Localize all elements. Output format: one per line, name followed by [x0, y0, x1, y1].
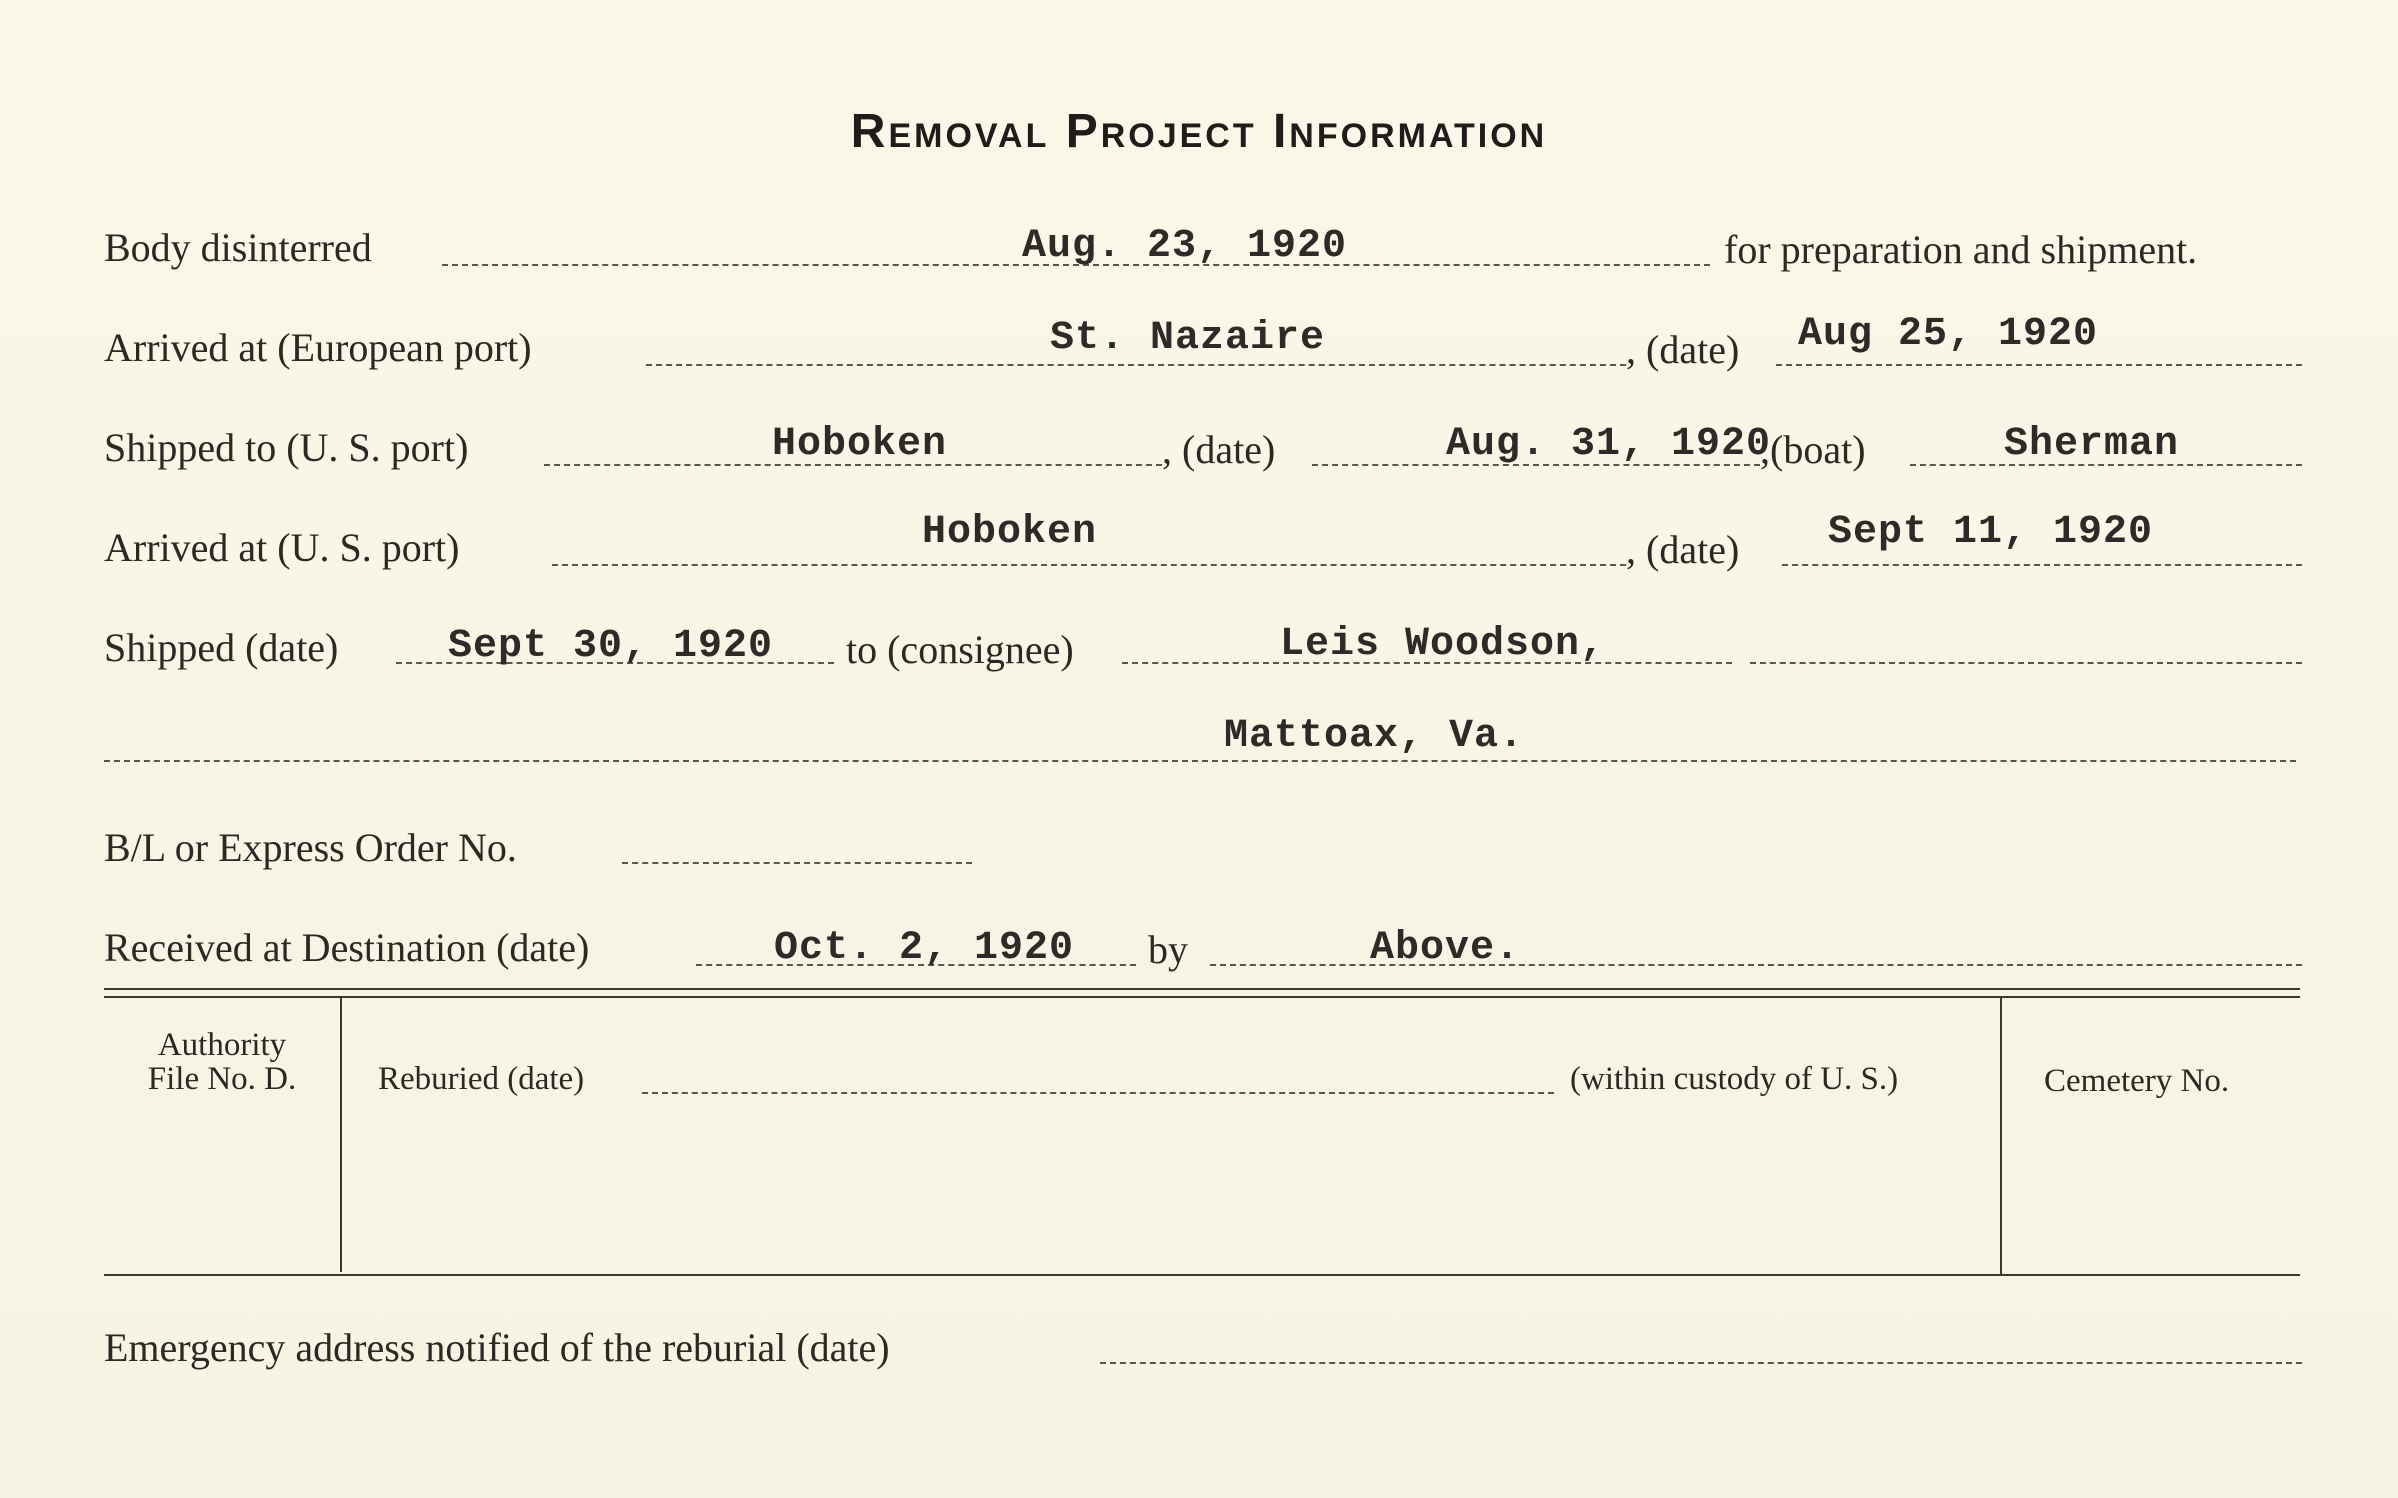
table-divider-right [2000, 998, 2002, 1276]
shipped-us-value[interactable]: Hoboken [772, 422, 948, 467]
shipped-us-boat-label: ,(boat) [1760, 427, 1866, 472]
table-top-rule-2 [104, 996, 2300, 998]
address-line [104, 760, 2296, 762]
consignee-label: to (consignee) [846, 627, 1074, 672]
arrived-us-label: Arrived at (U. S. port) [104, 525, 460, 570]
received-date-value[interactable]: Oct. 2, 1920 [774, 926, 1075, 971]
file-no-label: File No. D. [147, 1061, 297, 1097]
arrived-european-line [646, 364, 1626, 366]
arrived-european-date[interactable]: Aug 25, 1920 [1798, 312, 2099, 357]
shipped-date-label: Shipped (date) [104, 625, 339, 670]
arrived-european-date-label: , (date) [1626, 327, 1740, 372]
shipped-us-date-label: , (date) [1162, 427, 1276, 472]
shipped-date-value[interactable]: Sept 30, 1920 [448, 624, 774, 669]
table-bottom-rule [104, 1274, 2300, 1276]
form-title: Removal Project Information [850, 105, 1548, 158]
arrived-us-value[interactable]: Hoboken [922, 510, 1098, 555]
consignee-value[interactable]: Leis Woodson, [1280, 622, 1606, 667]
arrived-us-date[interactable]: Sept 11, 1920 [1828, 510, 2154, 555]
body-disinterred-value[interactable]: Aug. 23, 1920 [1022, 224, 1348, 269]
emergency-label: Emergency address notified of the reburial (date) [104, 1325, 890, 1370]
bl-label: B/L or Express Order No. [104, 825, 517, 870]
reburied-line [642, 1092, 1554, 1094]
received-by-value[interactable]: Above. [1370, 926, 1521, 971]
bl-line [622, 862, 972, 864]
cemetery-no-label: Cemetery No. [2044, 1063, 2230, 1099]
consignee-line-2 [1750, 662, 2302, 664]
arrived-us-date-label: , (date) [1626, 527, 1740, 572]
arrived-us-date-line [1782, 564, 2302, 566]
arrived-us-line [552, 564, 1626, 566]
shipped-us-label: Shipped to (U. S. port) [104, 425, 469, 470]
received-by-label: by [1148, 927, 1188, 972]
table-top-rule [104, 988, 2300, 990]
shipped-us-date[interactable]: Aug. 31, 1920 [1446, 422, 1772, 467]
arrived-european-date-line [1776, 364, 2302, 366]
table-divider-left [340, 998, 342, 1272]
arrived-european-label: Arrived at (European port) [104, 325, 532, 370]
emergency-line [1100, 1362, 2302, 1364]
reburied-label: Reburied (date) [378, 1061, 585, 1097]
body-disinterred-suffix: for preparation and shipment. [1724, 227, 2198, 272]
custody-label: (within custody of U. S.) [1570, 1061, 1899, 1097]
arrived-european-value[interactable]: St. Nazaire [1050, 316, 1326, 361]
authority-file-cell [104, 1028, 340, 1096]
received-label: Received at Destination (date) [104, 925, 590, 970]
body-disinterred-label: Body disinterred [104, 225, 372, 270]
address-value[interactable]: Mattoax, Va. [1224, 714, 1525, 759]
authority-label: Authority [157, 1027, 287, 1063]
shipped-us-boat[interactable]: Sherman [2004, 422, 2180, 467]
